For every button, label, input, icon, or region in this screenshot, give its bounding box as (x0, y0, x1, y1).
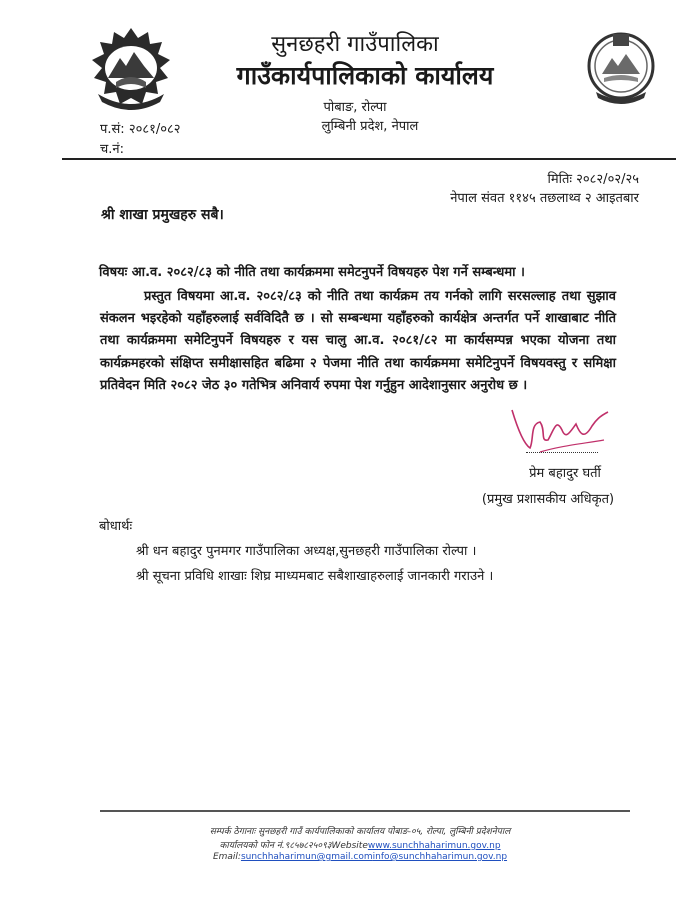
cc-item: श्री धन बहादुर पुनमगर गाउँपालिका अध्यक्ष,सुनछहरी गाउँपालिका रोल्पा । (136, 544, 477, 559)
signatory-name: प्रेम बहादुर घर्ती (529, 466, 601, 481)
email-link-gmail[interactable]: sunchhaharimun@gmail.com (240, 852, 373, 862)
footer-phone: कार्यालयको फोन नं.९८५७८२५०९३Website (219, 841, 368, 851)
letter-body: प्रस्तुत विषयमा आ.व. २०८२/८३ को नीति तथा कार्यक्रम तय गर्नको लागि सरसल्लाह तथा सुझाव संकलन भइरहेको यहाँहरुलाई सर्वविदितै छ । सो सम्बन्धमा यहाँहरुको कार्यक्षेत्र अन्तर्गत पर्ने शाखाबाट नीति तथा कार्यक्रममा समेटिनुपर्ने विषयहरु र यस चालु आ.व. २०८१/८२ मा कार्यसम्पन्न भएका योजना तथा कार्यक्रमहरको संक्षिप्त समीक्षासहित बढिमा २ पेजमा नीति तथा कार्यक्रममा समेटिनुपर्ने विषयवस्तु र समिक्षा प्रतिवेदन मिति २०८२ जेठ ३० गतेभित्र अनिवार्य रुपमा पेश गर्नुहुन आदेशानुसार अनुरोध छ । (100, 289, 616, 393)
subject-line: विषयः आ.व. २०८२/८३ को नीति तथा कार्यक्रममा समेटनुपर्ने विषयहरु पेश गर्ने सम्बन्धमा । (99, 265, 525, 280)
municipality-name: सुनछहरी गाउँपालिका (271, 32, 439, 57)
signatory-title: (प्रमुख प्रशासकीय अधिकृत) (481, 492, 615, 507)
nepal-sambat-date: नेपाल संवत ११४५ तछलाथ्व २ आइतबार (450, 191, 639, 206)
header-divider (62, 158, 676, 160)
municipality-seal-logo (586, 28, 656, 108)
nepal-emblem-logo (86, 22, 176, 112)
signature-line (526, 452, 598, 453)
email-label: Email: (212, 852, 241, 862)
handwritten-signature (500, 400, 620, 464)
office-province: लुम्बिनी प्रदेश, नेपाल (321, 119, 419, 134)
office-name: गाउँकार्यपालिकाको कार्यालय (236, 61, 494, 90)
footer-contact (150, 838, 570, 851)
footer-address: सम्पर्क ठेगानाः सुनछहरी गाउँ कार्यपालिकाको कार्यालय पोबाङ-०५, रोल्पा, लुम्बिनी प्रदेशनेपाल (209, 827, 511, 837)
recipient: श्री शाखा प्रमुखहरु सबै। (101, 207, 224, 223)
dispatch-number: च.नं: (100, 142, 124, 157)
date-line: मितिः २०८२/०२/२५ (547, 172, 639, 187)
reference-number: प.सं: २०८१/०८२ (100, 122, 181, 137)
footer-email (150, 852, 570, 862)
website-link[interactable]: www.sunchhaharimun.gov.np (367, 841, 501, 851)
cc-heading: बोधार्थः (99, 519, 133, 534)
cc-item: श्री सूचना प्रविधि शाखाः शिघ्र माध्यमबाट सबैशाखाहरुलाई जानकारी गराउने । (136, 569, 494, 584)
footer-divider (100, 810, 630, 812)
office-location: पोबाङ, रोल्पा (323, 100, 387, 115)
email-link-info[interactable]: info@sunchhaharimun.gov.np (372, 852, 508, 862)
